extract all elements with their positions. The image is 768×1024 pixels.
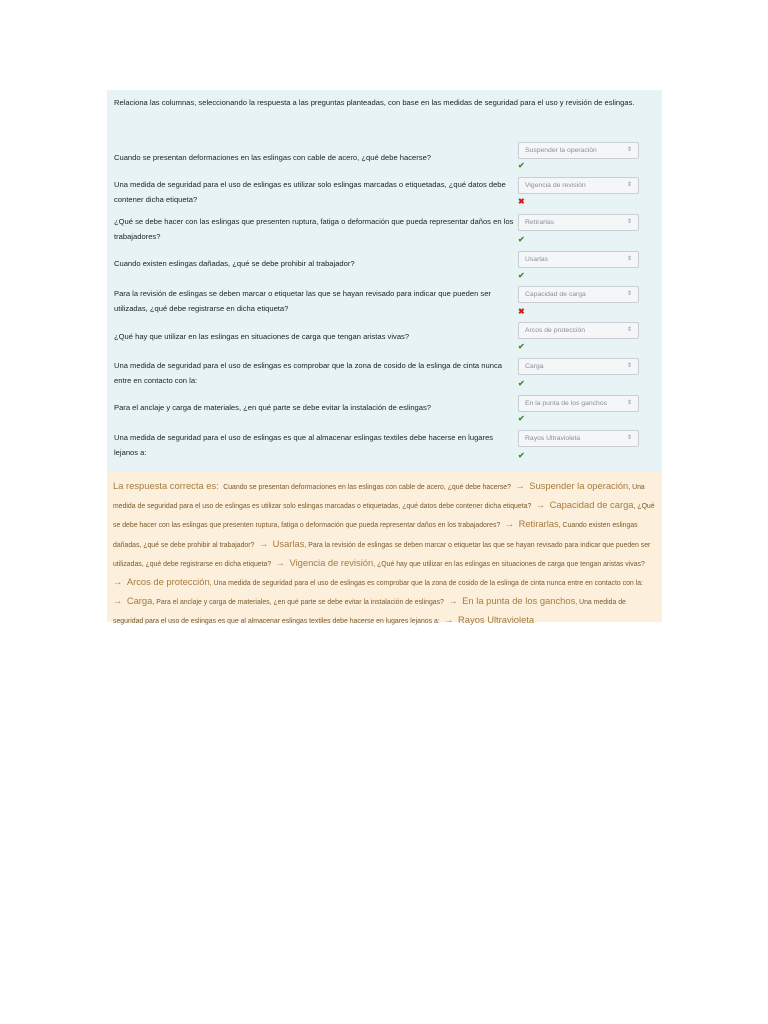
- feedback-question: ¿Qué hay que utilizar en las eslingas en situaciones de carga que tengan aristas vivas?: [377, 560, 645, 568]
- arrow-icon: →: [275, 556, 286, 568]
- correct-check-icon: ✔: [518, 161, 525, 170]
- arrow-icon: →: [444, 614, 454, 626]
- select-arrow-icon: ⇕: [626, 291, 632, 297]
- answer-select[interactable]: [518, 142, 639, 159]
- select-arrow-icon: ⇕: [626, 147, 632, 153]
- match-question: ¿Qué hay que utilizar en las eslingas en situaciones de carga que tengan aristas vivas?: [114, 332, 410, 341]
- answer-select[interactable]: [518, 251, 639, 268]
- correct-check-icon: ✔: [518, 451, 525, 460]
- answer-select-value: Rayos Ultravioleta: [525, 435, 581, 442]
- answer-select-value: Retirarlas: [525, 219, 555, 226]
- select-arrow-icon: ⇕: [626, 256, 632, 262]
- question-instructions: Relaciona las columnas, seleccionando la respuesta a las preguntas planteadas, con base en las medidas de seguridad para el uso y revisión de eslingas.: [114, 98, 635, 107]
- answer-select[interactable]: [518, 177, 639, 194]
- answer-select-value: Arcos de protección: [525, 327, 586, 334]
- arrow-icon: →: [113, 576, 123, 588]
- answer-select-value: Suspender la operación: [525, 147, 597, 154]
- feedback-question: Cuando se presentan deformaciones en las eslingas con cable de acero, ¿qué debe hacerse?: [223, 484, 511, 491]
- match-question: Para la revisión de eslingas se deben marcar o etiquetar las que se hayan revisado para indicar que pueden ser utilizadas, ¿qué debe registrarse en dicha etiqueta?: [114, 289, 491, 313]
- feedback-answer: Carga: [126, 595, 153, 607]
- correct-check-icon: ✔: [518, 342, 525, 351]
- answer-select-value: Usarlas: [525, 256, 549, 263]
- match-question: Cuando se presentan deformaciones en las eslingas con cable de acero, ¿qué debe hacerse?: [114, 153, 432, 162]
- match-question: Cuando existen eslingas dañadas, ¿qué se debe prohibir al trabajador?: [114, 259, 355, 268]
- arrow-icon: →: [113, 595, 123, 607]
- answer-select[interactable]: [518, 214, 639, 231]
- select-arrow-icon: ⇕: [626, 327, 632, 333]
- feedback-question: Una medida de seguridad para el uso de eslingas es utilizar solo eslingas marcadas o etiquetadas, ¿qué datos debe contener dicha etiqueta?: [113, 484, 645, 511]
- feedback-answer: En la punta de los ganchos: [462, 595, 576, 607]
- answer-select[interactable]: [518, 358, 639, 375]
- feedback-label: La respuesta correcta es:: [113, 480, 219, 491]
- feedback-answer: Usarlas: [272, 537, 305, 549]
- match-question: Una medida de seguridad para el uso de eslingas es utilizar solo eslingas marcadas o etiquetadas, ¿qué datos debe contener dicha etiqueta?: [114, 180, 506, 204]
- answer-select-value: Vigencia de revisión: [525, 182, 586, 189]
- feedback-answer: Suspender la operación: [529, 480, 629, 491]
- incorrect-cross-icon: ✖: [518, 197, 525, 206]
- match-question: Para el anclaje y carga de materiales, ¿en qué parte se debe evitar la instalación de eslingas?: [114, 403, 432, 412]
- incorrect-cross-icon: ✖: [518, 307, 525, 316]
- question-panel: [107, 90, 662, 472]
- select-arrow-icon: ⇕: [626, 182, 632, 188]
- feedback-question: ¿Qué se debe hacer con las eslingas que presenten ruptura, fatiga o deformación que pueda representar daños en los trabajadores?: [113, 503, 655, 530]
- answer-select-value: Carga: [525, 363, 544, 370]
- feedback-question: Para la revisión de eslingas se deben marcar o etiquetar las que se hayan revisado para indicar que pueden ser utilizadas, ¿qué debe registrarse en dicha etiqueta?: [113, 541, 651, 568]
- select-arrow-icon: ⇕: [626, 435, 632, 441]
- correct-check-icon: ✔: [518, 235, 525, 244]
- feedback-question: Para el anclaje y carga de materiales, ¿en qué parte se debe evitar la instalación de eslingas?: [156, 599, 444, 607]
- match-question: Una medida de seguridad para el uso de eslingas es que al almacenar eslingas textiles debe hacerse en lugares lejanos a:: [114, 433, 494, 457]
- feedback-answer: Rayos Ultravioleta: [458, 614, 535, 626]
- feedback-question: Una medida de seguridad para el uso de eslingas es comprobar que la zona de cosido de la eslinga de cinta nunca entre en contacto con la:: [213, 580, 643, 588]
- correct-check-icon: ✔: [518, 271, 525, 280]
- arrow-icon: →: [515, 480, 525, 491]
- arrow-icon: →: [258, 537, 269, 549]
- feedback-question: Cuando existen eslingas dañadas, ¿qué se debe prohibir al trabajador?: [113, 522, 638, 549]
- correct-answer-feedback: La respuesta correcta es: Cuando se presentan deformaciones en las eslingas con cable de acero, ¿qué debe hacerse? → Suspender la operación, Una medida de seguridad para el uso de eslingas es utilizar solo eslingas marcadas o etiquetadas, ¿qué datos debe contener dicha etiqueta? → Capacidad de carga, ¿Qué se debe hacer con las eslingas que presenten ruptura, fatiga o deformación que pueda representar daños en los trabajadores? → Retirarlas, Cuando existen eslingas dañadas, ¿qué se debe prohibir al trabajador? → Usarlas, Para la revisión de eslingas se deben marcar o etiquetar las que se hayan revisado para indicar que pueden ser utilizadas, ¿qué debe registrarse en dicha etiqueta? → Vigencia de revisión, ¿Qué hay que utilizar en las eslingas en situaciones de carga que tengan aristas vivas? → Arcos de protección, Una medida de seguridad para el uso de eslingas es comprobar que la zona de cosido de la eslinga de cinta nunca entre en contacto con la: → Carga, Para el anclaje y carga de materiales, ¿en qué parte se debe evitar la instalación de eslingas? → En la punta de los ganchos, Una medida de seguridad para el uso de eslingas es que al almacenar eslingas textiles debe hacerse en lugares lejanos a: → Rayos Ultravioleta: [107, 472, 662, 622]
- feedback-question: Una medida de seguridad para el uso de eslingas es que al almacenar eslingas textiles debe hacerse en lugares lejanos a:: [113, 599, 626, 626]
- answer-select-value: Capacidad de carga: [525, 291, 586, 298]
- answer-select[interactable]: [518, 430, 639, 447]
- select-arrow-icon: ⇕: [626, 219, 632, 225]
- match-question: Una medida de seguridad para el uso de eslingas es comprobar que la zona de cosido de la eslinga de cinta nunca entre en contacto con la:: [114, 361, 502, 385]
- feedback-answer: Retirarlas: [518, 518, 559, 530]
- correct-check-icon: ✔: [518, 414, 525, 423]
- answer-select[interactable]: [518, 286, 639, 303]
- answer-select-value: En la punta de los ganchos: [525, 400, 608, 407]
- feedback-answer: Vigencia de revisión: [289, 556, 374, 568]
- arrow-icon: →: [535, 499, 546, 511]
- select-arrow-icon: ⇕: [626, 363, 632, 369]
- select-arrow-icon: ⇕: [626, 400, 632, 406]
- arrow-icon: →: [504, 518, 515, 530]
- arrow-icon: →: [448, 595, 458, 607]
- feedback-answer: Capacidad de carga: [549, 499, 634, 511]
- feedback-answer: Arcos de protección: [126, 576, 210, 588]
- answer-select[interactable]: [518, 395, 639, 412]
- match-question: ¿Qué se debe hacer con las eslingas que presenten ruptura, fatiga o deformación que pueda representar daños en los trabajadores?: [114, 217, 514, 241]
- correct-check-icon: ✔: [518, 379, 525, 388]
- answer-select[interactable]: [518, 322, 639, 339]
